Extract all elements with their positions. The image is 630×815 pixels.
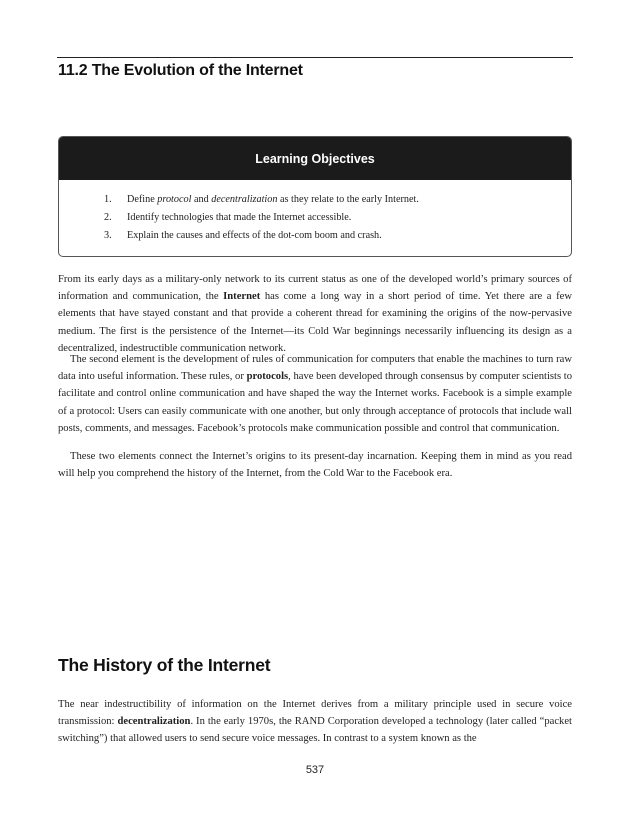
- learning-objectives-list: [59, 180, 571, 248]
- objective-text: Explain the causes and effects of the dot-com boom and crash.: [127, 230, 382, 241]
- term-protocol: protocol: [157, 194, 192, 205]
- objective-number: 2.: [104, 212, 112, 223]
- learning-objectives-heading: Learning Objectives: [59, 137, 571, 180]
- objective-item: [59, 194, 571, 212]
- paragraph-intro: From its early days as a military-only network to its current status as one of the developed world’s primary sources of information and communication, the Internet has come a long way in a short period of time. Yet there are a few elements that have stayed constant and that provide a coherent thread for examining the origins of the now-pervasive medium. The first is the persistence of the Internet—its Cold War beginnings necessarily influencing its design as a decentralized, indestructible communication network.: [58, 274, 572, 354]
- section-title: 11.2 The Evolution of the Internet: [58, 62, 303, 79]
- objective-item: [59, 230, 571, 248]
- term-protocols: protocols: [246, 371, 289, 383]
- learning-objectives-box: [58, 136, 572, 257]
- objective-text: Identify technologies that made the Internet accessible.: [127, 212, 352, 223]
- term-internet: Internet: [223, 291, 261, 303]
- paragraph-summary: These two elements connect the Internet’s origins to its present-day incarnation. Keeping them in mind as you read will help you comprehend the history of the Internet, from the Cold War to the Facebook era.: [58, 451, 572, 480]
- paragraph-protocols: The second element is the development of rules of communication for computers that enable the machines to turn raw data into useful information. These rules, or protocols, have been developed through consensus by computer scientists to facilitate and control online communication and have shaped the way the Internet works. Facebook is a simple example of a protocol: Users can easily communicate with one another, but only through acceptance of protocols that include wall posts, comments, and messages. Facebook’s protocols make communication possible and control that communication.: [58, 354, 572, 434]
- header-rule: [57, 57, 573, 58]
- objective-number: 3.: [104, 230, 112, 241]
- objective-text: Define protocol and decentralization as they relate to the early Internet.: [127, 194, 419, 205]
- history-heading: The History of the Internet: [58, 655, 271, 675]
- term-decentralization-bold: decentralization: [117, 716, 191, 728]
- term-decentralization: decentralization: [211, 194, 278, 205]
- objective-item: [59, 212, 571, 230]
- page-number: 537: [305, 764, 325, 776]
- paragraph-history: The near indestructibility of information on the Internet derives from a military principle used in secure voice transmission: decentralization. In the early 1970s, the RAND Corporation developed a technology (later called “packet switching”) that allowed users to send secure voice messages. In contrast to a system known as the: [58, 699, 572, 745]
- objective-number: 1.: [104, 194, 112, 205]
